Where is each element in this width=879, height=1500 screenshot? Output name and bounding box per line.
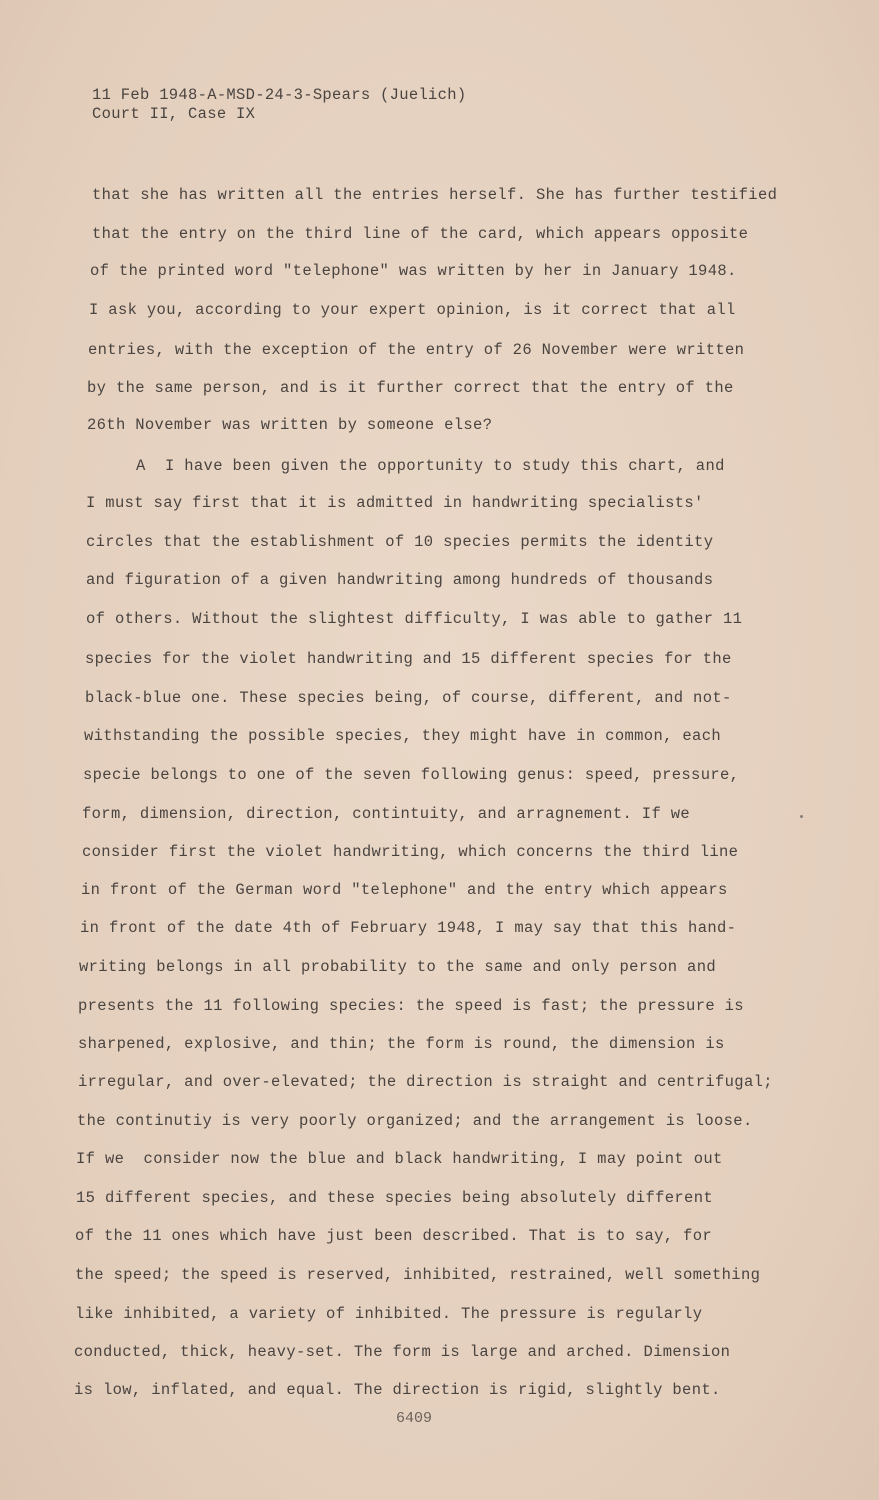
- body-line: circles that the establishment of 10 species permits the identity: [86, 533, 714, 551]
- body-line: and figuration of a given handwriting among hundreds of thousands: [86, 571, 714, 589]
- body-line: A I have been given the opportunity to study this chart, and: [136, 457, 725, 475]
- body-line: consider first the violet handwriting, which concerns the third line: [82, 843, 739, 861]
- body-line: I ask you, according to your expert opinion, is it correct that all: [89, 301, 736, 319]
- document-header: [92, 86, 466, 124]
- body-line: that the entry on the third line of the card, which appears opposite: [92, 225, 749, 243]
- body-line: conducted, thick, heavy-set. The form is large and arched. Dimension: [74, 1343, 731, 1361]
- ink-speck: [800, 815, 803, 818]
- body-line: like inhibited, a variety of inhibited. The pressure is regularly: [75, 1305, 703, 1323]
- body-line: of the printed word "telephone" was written by her in January 1948.: [90, 262, 737, 280]
- body-line: the continutiy is very poorly organized; and the arrangement is loose.: [77, 1112, 753, 1130]
- body-line: 15 different species, and these species being absolutely different: [76, 1189, 713, 1207]
- body-line: is low, inflated, and equal. The direction is rigid, slightly bent.: [74, 1381, 721, 1399]
- header-court-line: Court II, Case IX: [92, 105, 256, 123]
- body-line: that she has written all the entries herself. She has further testified: [92, 186, 778, 204]
- body-line: entries, with the exception of the entry of 26 November were written: [88, 341, 745, 359]
- body-line: in front of the date 4th of February 1948, I may say that this hand-: [80, 919, 737, 937]
- body-line: If we consider now the blue and black handwriting, I may point out: [76, 1150, 723, 1168]
- body-line: I must say first that it is admitted in handwriting specialists': [86, 494, 704, 512]
- body-line: withstanding the possible species, they might have in common, each: [84, 727, 721, 745]
- body-line: of the 11 ones which have just been described. That is to say, for: [75, 1227, 712, 1245]
- body-line: form, dimension, direction, contintuity, and arragnement. If we: [82, 805, 691, 823]
- page-number: 6409: [396, 1410, 433, 1427]
- body-line: writing belongs in all probability to the same and only person and: [79, 958, 716, 976]
- body-line: the speed; the speed is reserved, inhibited, restrained, well something: [75, 1266, 761, 1284]
- body-line: specie belongs to one of the seven following genus: speed, pressure,: [83, 766, 740, 784]
- body-line: in front of the German word "telephone" and the entry which appears: [81, 881, 728, 899]
- body-line: irregular, and over-elevated; the direction is straight and centrifugal;: [78, 1073, 773, 1091]
- body-line: 26th November was written by someone else?: [87, 416, 493, 434]
- body-line: presents the 11 following species: the speed is fast; the pressure is: [78, 997, 744, 1015]
- body-line: by the same person, and is it further correct that the entry of the: [87, 379, 734, 397]
- header-case-line: 11 Feb 1948-A-MSD-24-3-Spears (Juelich): [92, 86, 467, 104]
- body-line: of others. Without the slightest difficulty, I was able to gather 11: [86, 610, 743, 628]
- body-line: species for the violet handwriting and 15 different species for the: [85, 650, 732, 668]
- body-line: sharpened, explosive, and thin; the form is round, the dimension is: [78, 1035, 725, 1053]
- body-line: black-blue one. These species being, of course, different, and not-: [85, 689, 732, 707]
